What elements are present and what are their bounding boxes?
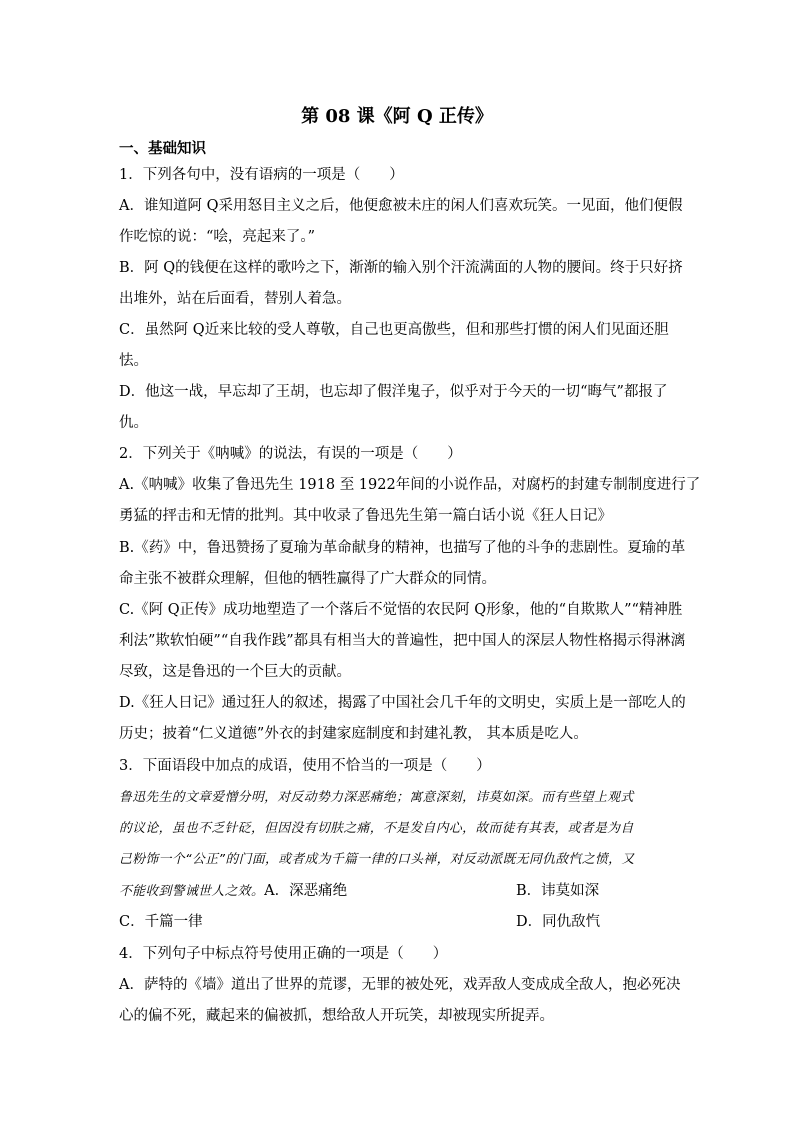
question-3-option-d: D．同仇敌忾 — [516, 914, 601, 930]
question-1-option-b-cont: 出堆外，站在后面看，替别人着急。 — [119, 291, 351, 307]
question-3-passage-line: 鲁迅先生的文章爱憎分明，对反动势力深恶痛绝；寓意深刻，讳莫如深。而有些望上观式 — [119, 790, 634, 805]
question-1-option-d-cont: 仇。 — [119, 415, 148, 431]
question-3-option-a: A．深恶痛绝 — [264, 883, 348, 899]
question-3-stem: 3．下面语段中加点的成语，使用不恰当的一项是（ ） — [119, 758, 491, 774]
question-3-passage-line: 的议论，虽也不乏针砭，但因没有切肤之痛，不是发自内心，故而徒有其表，或者是为自 — [119, 821, 634, 836]
question-3-passage-line: 己粉饰一个“公正”的门面，或者成为千篇一律的口头禅，对反动派既无同仇敌忾之愤，又 — [119, 852, 635, 867]
question-1-option-d: D．他这一战，早忘却了王胡，也忘却了假洋鬼子，似乎对于今天的一切“晦气”都报了 — [119, 384, 668, 400]
question-1-option-c: C．虽然阿 Q近来比较的受人尊敬，自己也更高傲些，但和那些打惯的闲人们见面还胆 — [119, 322, 669, 338]
lesson-title: 第 08 课《阿 Q 正传》 — [301, 106, 493, 127]
question-1-option-a-cont: 作吃惊的说：“哙，亮起来了。” — [119, 229, 316, 245]
question-1-option-c-cont: 怯。 — [119, 353, 148, 369]
question-2-option-b-cont: 命主张不被群众理解，但他的牺牲赢得了广大群众的同情。 — [119, 571, 496, 587]
question-4-option-a-cont: 心的偏不死，藏起来的偏被抓，想给敌人开玩笑，却被现实所捉弄。 — [119, 1008, 554, 1024]
question-3-option-b: B．讳莫如深 — [516, 883, 600, 899]
question-2-option-d: D.《狂人日记》通过狂人的叙述，揭露了中国社会几千年的文明史，实质上是一部吃人的 — [119, 695, 686, 711]
question-2-option-d-cont: 历史；披着“仁义道德”外衣的封建家庭制度和封建礼教， 其本质是吃人。 — [119, 726, 588, 742]
question-3-option-c: C．千篇一律 — [119, 914, 203, 930]
question-2-option-c: C.《阿 Q正传》成功地塑造了一个落后不觉悟的农民阿 Q形象，他的“自欺欺人”“精神胜 — [119, 602, 683, 618]
question-2-option-c-cont: 利法”欺软怕硬”“自我作践”都具有相当大的普遍性，把中国人的深层人物性格揭示得淋漓 — [119, 633, 686, 649]
question-2-option-b: B.《药》中，鲁迅赞扬了夏瑜为革命献身的精神，也描写了他的斗争的悲剧性。夏瑜的革 — [119, 540, 686, 556]
question-2-option-c-cont2: 尽致，这是鲁迅的一个巨大的贡献。 — [119, 664, 351, 680]
section-heading: 一、基础知识 — [119, 140, 206, 157]
question-2-stem: 2．下列关于《呐喊》的说法，有误的一项是（ ） — [119, 446, 462, 462]
question-3-passage-last-row — [119, 881, 679, 902]
question-1-option-b: B．阿 Q的钱便在这样的歌吟之下，渐渐的输入别个汗流满面的人物的腰间。终于只好挤 — [119, 260, 683, 276]
question-2-option-a-cont: 勇猛的抨击和无情的批判。其中收录了鲁迅先生第一篇白话小说《狂人日记》 — [119, 508, 612, 524]
question-1-stem: 1．下列各句中，没有语病的一项是（ ） — [119, 167, 404, 183]
question-3-passage-end: 不能收到警诫世人之效。 — [119, 884, 265, 899]
question-4-stem: 4．下列句子中标点符号使用正确的一项是（ ） — [119, 946, 448, 962]
question-2-option-a: A.《呐喊》收集了鲁迅先生 1918 至 1922年间的小说作品，对腐朽的封建专制制度进行了 — [119, 477, 701, 493]
question-3-options-row — [119, 912, 679, 932]
question-1-option-a: A．谁知道阿 Q采用怒目主义之后，他便愈被未庄的闲人们喜欢玩笑。一见面，他们便假 — [119, 198, 683, 214]
question-4-option-a: A．萨特的《墙》道出了世界的荒谬，无罪的被处死，戏弄敌人变成成全敌人，抱必死决 — [119, 977, 681, 993]
